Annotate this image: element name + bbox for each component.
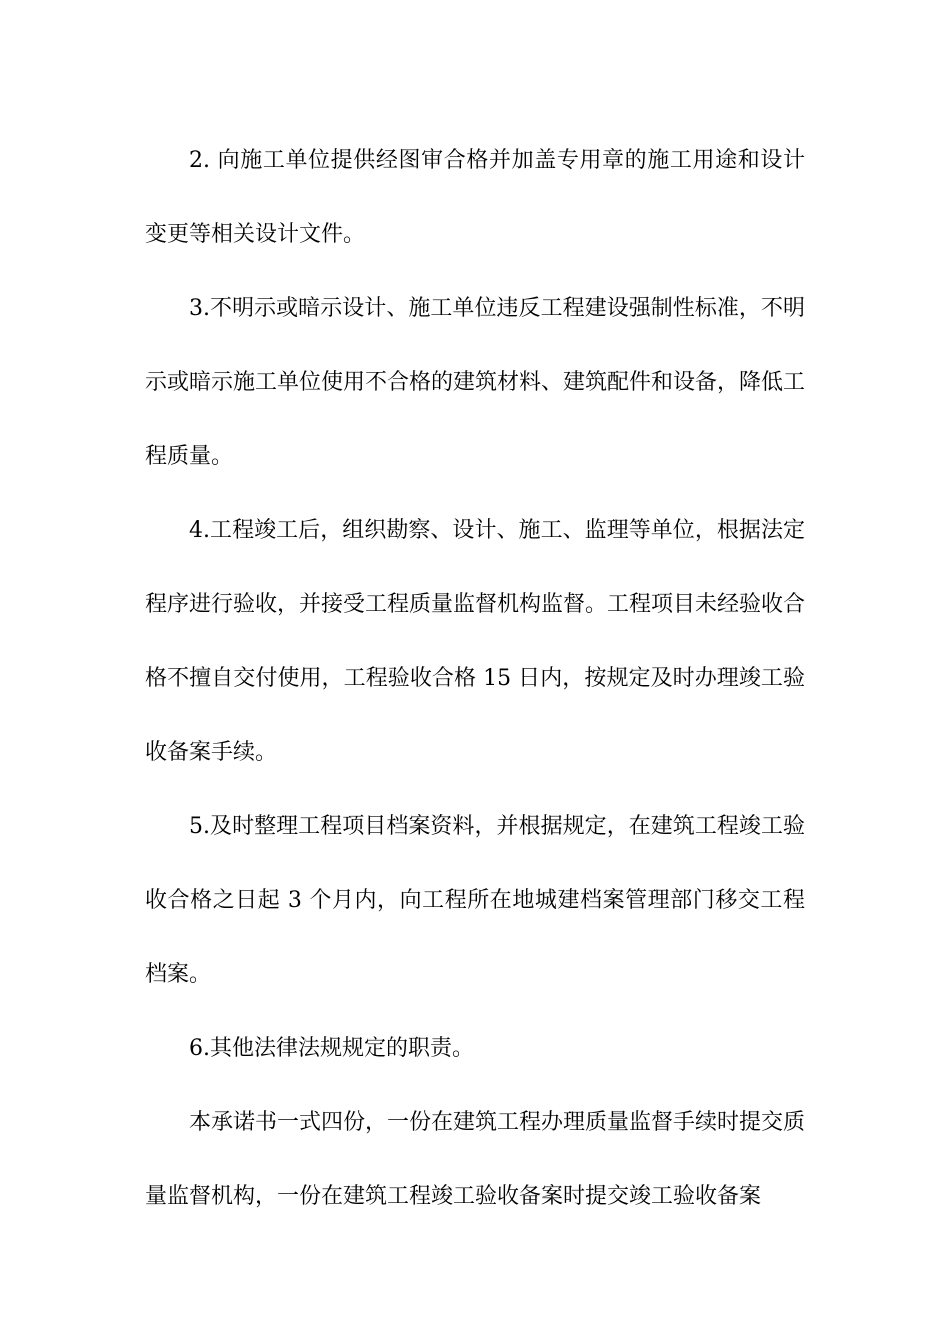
paragraph-item-3: 3.不明示或暗示设计、施工单位违反工程建设强制性标准，不明示或暗示施工单位使用不合格的建筑材料、建筑配件和设备，降低工程质量。 xyxy=(145,296,806,469)
document-body xyxy=(145,124,805,1234)
paragraph-item-4: 4.工程竣工后，组织勘察、设计、施工、监理等单位，根据法定程序进行验收，并接受工程质量监督机构监督。工程项目未经验收合格不擅自交付使用，工程验收合格 15 日内，按规定及时办理竣工验收备案手续。 xyxy=(145,518,806,765)
paragraph-item-2: 2. 向施工单位提供经图审合格并加盖专用章的施工用途和设计变更等相关设计文件。 xyxy=(145,148,805,247)
paragraph-item-6: 6.其他法律法规规定的职责。 xyxy=(189,1036,474,1061)
paragraph-commitment-copies: 本承诺书一式四份，一份在建筑工程办理质量监督手续时提交质量监督机构，一份在建筑工程竣工验收备案时提交竣工验收备案 xyxy=(145,1110,806,1209)
paragraph-item-5: 5.及时整理工程项目档案资料，并根据规定，在建筑工程竣工验收合格之日起 3 个月内，向工程所在地城建档案管理部门移交工程档案。 xyxy=(145,814,805,987)
